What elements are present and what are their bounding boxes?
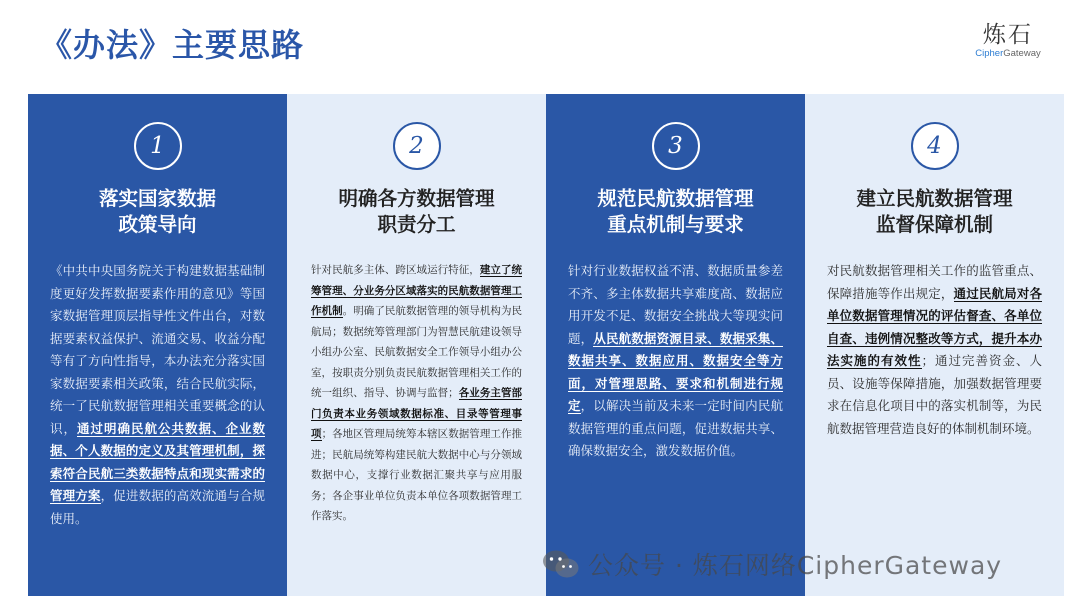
body-text: 对民航数据管理相关工作的监管重点、保障措施等作出规定， [827, 263, 1042, 301]
column-number-badge: 1 [134, 122, 182, 170]
body-text: ；各地区管理局统筹本辖区数据管理工作推进；民航局统筹构建民航大数据中心与分领域数据中心，支撑行业数据汇聚共享与应用服务；各企事业单位负责本单位各项数据管理工作落实。 [311, 428, 523, 522]
column-2 [287, 94, 546, 596]
column-title-line: 规范民航数据管理 [597, 187, 754, 210]
column-title-line: 监督保障机制 [875, 213, 993, 236]
column-title [287, 186, 546, 238]
column-1 [28, 94, 287, 596]
body-text: 针对行业数据权益不清、数据质量参差不齐、多主体数据共享难度高、数据应用开发不足、数据安全挑战大等现实问题， [568, 263, 783, 346]
column-number-badge: 2 [393, 122, 441, 170]
column-title-line: 建立民航数据管理 [856, 187, 1013, 210]
highlighted-text: 通过明确民航公共数据、企业数据、个人数据的定义及其管理机制，探索符合民航三类数据特点和现实需求的管理方案 [50, 420, 265, 503]
column-title-line: 落实国家数据 [98, 187, 216, 210]
logo-text-en-a: Cipher [975, 48, 1004, 59]
wechat-icon [542, 549, 580, 579]
column-3 [546, 94, 805, 596]
body-text: ，以解决当前及未来一定时间内民航数据管理的重点问题，促进数据共享、确保数据安全，激发数据价值。 [568, 398, 783, 458]
wechat-watermark [542, 548, 1002, 580]
highlighted-text: 各业务主管部门负责本业务领域数据标准、目录等管理事项 [311, 387, 523, 440]
logo-text-cn: 炼石 [983, 22, 1033, 48]
brand-logo [962, 16, 1054, 59]
column-4 [805, 94, 1064, 596]
highlighted-text: 建立了统筹管理、分业务分区域落实的民航数据管理工作机制 [311, 264, 523, 317]
column-number-badge: 4 [911, 122, 959, 170]
column-body [568, 260, 783, 463]
column-body [50, 260, 265, 530]
body-text: ；通过完善资金、人员、设施等保障措施，加强数据管理要求在信息化项目中的落实机制等，为民航数据管理营造良好的体制机制环境。 [827, 353, 1042, 436]
column-title-line: 职责分工 [377, 213, 456, 236]
column-title-line: 重点机制与要求 [607, 213, 744, 236]
column-title [28, 186, 287, 238]
highlighted-text: 通过民航局对各单位数据管理情况的评估督查、各单位自查、违例情况整改等方式，提升本办法实施的有效性 [827, 285, 1042, 368]
idea-columns [28, 94, 1064, 596]
column-body [827, 260, 1042, 440]
body-text: 《中共中央国务院关于构建数据基础制度更好发挥数据要素作用的意见》等国家数据管理顶层指导性文件出台，对数据要素权益保护、流通交易、收益分配等有了方向性指导，本办法充分落实国家数据要素相关政策，结合民航实际，统一了民航数据管理相关重要概念的认识， [50, 263, 265, 436]
logo-text-en [962, 48, 1054, 59]
page-title: 《办法》主要思路 [40, 26, 305, 64]
body-text: ，促进数据的高效流通与合规使用。 [50, 488, 265, 526]
column-title [546, 186, 805, 238]
column-title [805, 186, 1064, 238]
column-title-line: 政策导向 [118, 213, 197, 236]
highlighted-text: 从民航数据资源目录、数据采集、数据共享、数据应用、数据安全等方面，对管理思路、要求和机制进行规定 [568, 330, 783, 413]
watermark-text: 公众号 · 炼石网络CipherGateway [588, 551, 1003, 580]
body-text: 针对民航多主体、跨区域运行特征， [311, 264, 480, 276]
logo-text-en-b: Gateway [1003, 48, 1041, 59]
column-number-badge: 3 [652, 122, 700, 170]
column-title-line: 明确各方数据管理 [338, 187, 495, 210]
column-body [311, 260, 522, 527]
body-text: 。明确了民航数据管理的领导机构为民航局；数据统筹管理部门为智慧民航建设领导小组办公室、民航数据安全工作领导小组办公室，按职责分别负责民航数据管理相关工作的统一组织、指导、协调与监督； [311, 305, 523, 399]
